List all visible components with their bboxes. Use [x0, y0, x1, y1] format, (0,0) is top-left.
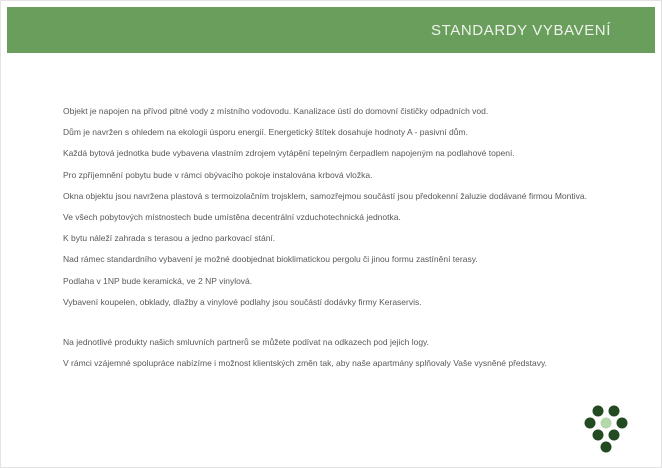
paragraph: K bytu náleží zahrada s terasou a jedno parkovací stání.: [63, 233, 276, 244]
paragraph: V rámci vzájemné spolupráce nabízíme i možnost klientských změn tak, aby naše apartmány splňovaly Vaše vysněné představy.: [63, 358, 547, 369]
logo-dark-dots: [585, 406, 628, 453]
paragraph: Vybavení koupelen, obklady, dlažby a vinylové podlahy jsou součástí dodávky firmy Keraservis.: [63, 296, 422, 307]
paragraph: Každá bytová jednotka bude vybavena vlastním zdrojem vytápění tepelným čerpadlem napojeným na podlahové topení.: [63, 148, 515, 159]
paragraph: Pro zpříjemnění pobytu bude v rámci obývacího pokoje instalována krbová vložka.: [63, 169, 373, 180]
paragraph: Objekt je napojen na přívod pitné vody z místního vodovodu. Kanalizace ústí do domovní čističky odpadních vod.: [63, 106, 489, 116]
dot-diamond-logo: [584, 405, 628, 453]
paragraph-list: [63, 101, 648, 313]
paragraph: Nad rámec standardního vybavení je možné doobjednat bioklimatickou pergolu či jinou formu zastínění terasy.: [63, 254, 478, 265]
paragraph: Na jednotlivé produkty našich smluvních partnerů se můžete podívat na odkazech pod jejich logy.: [63, 337, 430, 348]
paragraph: Dům je navržen s ohledem na ekologii úsporu energií. Energetický štítek dosahuje hodnoty A - pasivní dům.: [63, 127, 468, 138]
page-title: STANDARDY VYBAVENÍ: [430, 21, 611, 39]
body-text: [63, 101, 648, 374]
title-bar: [7, 7, 655, 53]
paragraph: Okna objektu jsou navržena plastová s termoizolačním trojsklem, samozřejmou součástí jsou předokenní žaluzie dodávané firmou Montiva.: [63, 190, 587, 201]
paragraph: Podlaha v 1NP bude keramická, ve 2 NP vinylová.: [63, 275, 253, 286]
closing-paragraph-list: [63, 332, 648, 374]
logo-light-dot: [601, 418, 612, 429]
paragraph: Ve všech pobytových místnostech bude umístěna decentrální vzduchotechnická jednotka.: [63, 212, 401, 223]
